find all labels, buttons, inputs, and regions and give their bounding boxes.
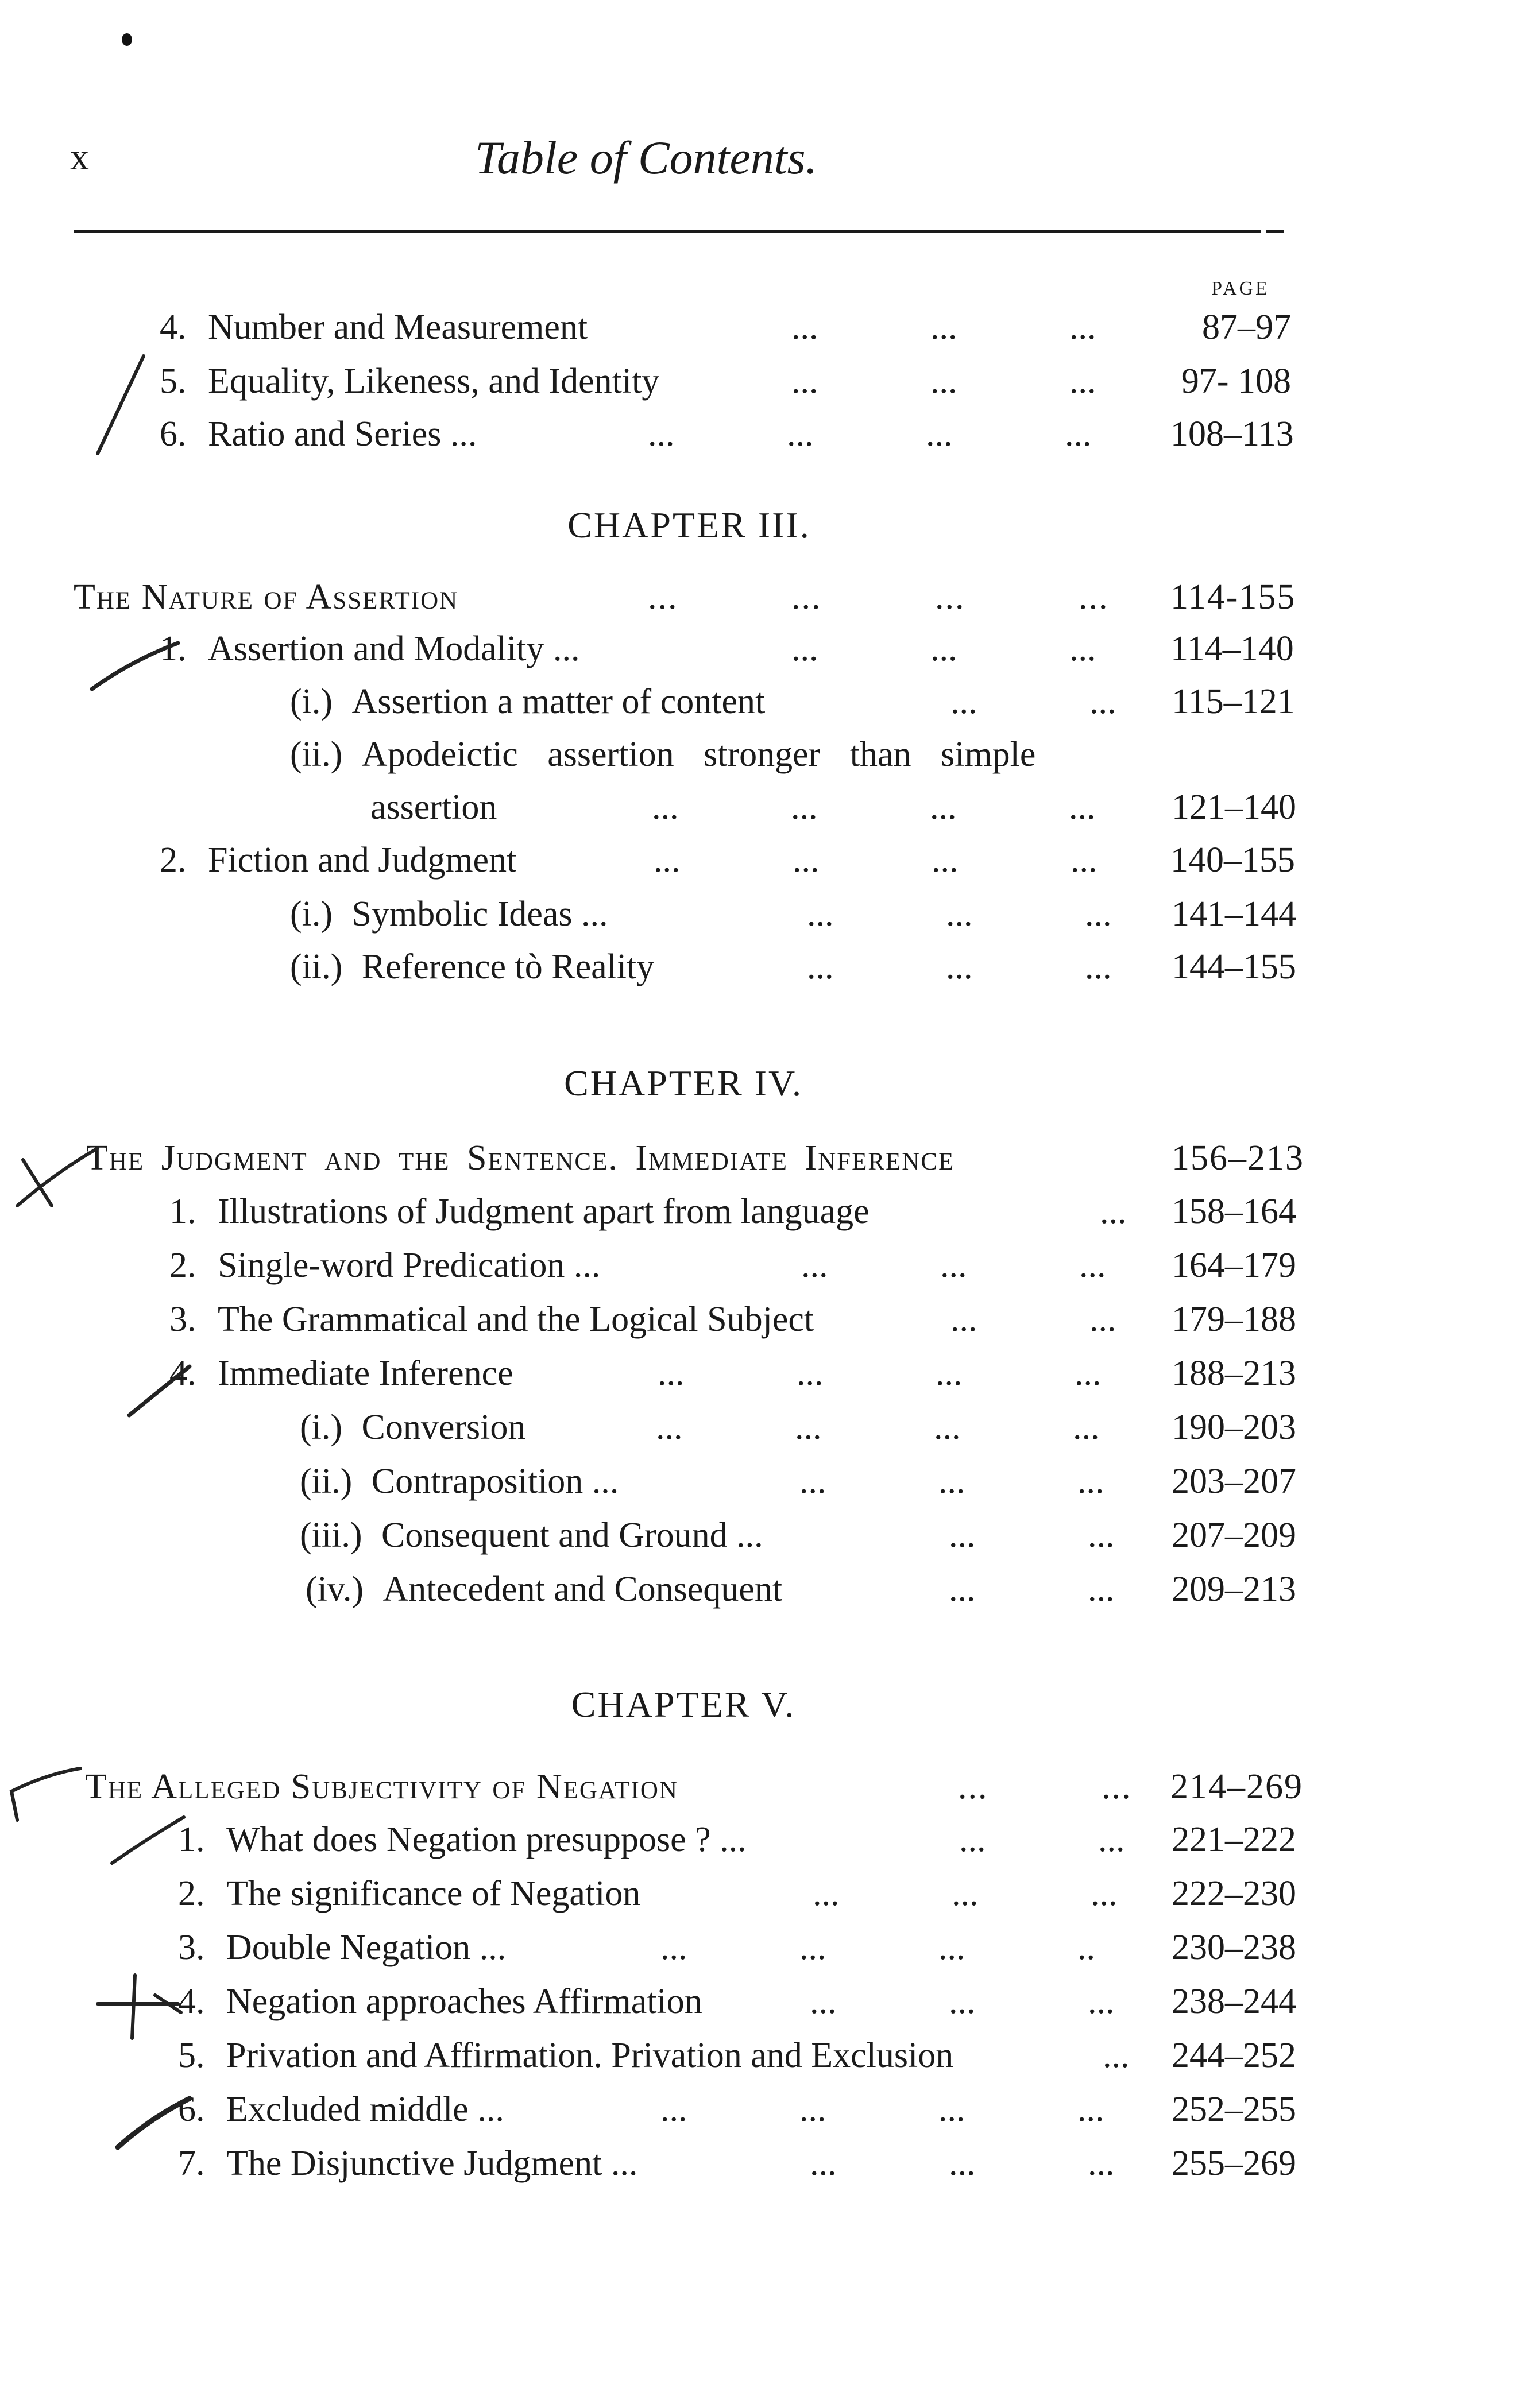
page-title: Table of Contents.: [474, 131, 818, 184]
leader-dots: ... ... ...: [807, 947, 1112, 986]
entry-title: Single-word Predication ...: [218, 1246, 601, 1285]
toc-entry: [169, 1349, 1312, 1397]
entry-title: The Nature of Assertion: [74, 578, 459, 617]
leader-dots: ... ...: [949, 1516, 1115, 1555]
entry-number: 6.: [160, 415, 187, 454]
entry-number: (ii.): [290, 735, 343, 774]
toc-subentry: [300, 1511, 1313, 1559]
leader-dots: ... ...: [950, 1300, 1116, 1339]
entry-number: (iii.): [300, 1516, 362, 1555]
entry-number: 5.: [178, 2036, 205, 2075]
entry-pages: 252–255: [1172, 2090, 1296, 2129]
entry-title: Excluded middle ...: [226, 2090, 504, 2129]
entry-title: Illustrations of Judgment apart from language: [218, 1192, 870, 1231]
toc-entry: [160, 625, 1308, 673]
chapter-heading: CHAPTER III.: [567, 505, 811, 545]
entry-title: Ratio and Series ...: [208, 415, 477, 454]
entry-number: 2.: [178, 1874, 205, 1913]
entry-title: Contraposition ...: [371, 1462, 619, 1501]
entry-pages: 203–207: [1172, 1462, 1296, 1501]
leader-dots: ... ... ...: [807, 895, 1112, 934]
entry-number: 1.: [160, 629, 187, 668]
entry-title: Assertion and Modality ...: [208, 629, 580, 668]
leader-dots: ...: [1103, 2036, 1130, 2075]
toc-entry: [178, 2031, 1314, 2080]
toc-entry: [160, 303, 1308, 351]
toc-entry: [169, 1187, 1312, 1236]
pencil-check-mark: [0, 1757, 86, 1826]
leader-dots: ... ...: [958, 1767, 1132, 1806]
entry-title: Symbolic Ideas ...: [351, 895, 608, 934]
entry-number: 1.: [169, 1192, 196, 1231]
entry-title: What does Negation presuppose ? ...: [226, 1820, 747, 1859]
entry-pages: 144–155: [1172, 947, 1296, 986]
entry-pages: 221–222: [1172, 1820, 1296, 1859]
rule-dash: [1266, 230, 1284, 233]
leader-dots: ... ... ... ...: [648, 578, 1109, 617]
entry-title: Equality, Likeness, and Identity: [208, 362, 660, 401]
entry-title: Apodeictic assertion stronger than simple: [361, 735, 1036, 774]
entry-pages: 190–203: [1172, 1408, 1296, 1447]
toc-entry: [178, 2085, 1314, 2134]
entry-pages: 87–97: [1202, 308, 1291, 347]
toc-subentry: [290, 678, 1312, 726]
entry-title: Double Negation ...: [226, 1928, 507, 1967]
pencil-plus-mark: [86, 1964, 190, 2044]
entry-title: The Disjunctive Judgment ...: [226, 2144, 638, 2183]
entry-title: Negation approaches Affirmation: [226, 1982, 702, 2021]
toc-subentry: [306, 1565, 1313, 1613]
entry-title: The Alleged Subjectivity of Negation: [85, 1767, 678, 1806]
leader-dots: ... ... ... ..: [660, 1928, 1095, 1967]
leader-dots: ... ... ... ...: [656, 1408, 1100, 1447]
toc-subentry-continued: [370, 783, 1312, 831]
entry-number: 6.: [178, 2090, 205, 2129]
pencil-tick-mark: [109, 2090, 195, 2153]
entry-title: Assertion a matter of content: [351, 682, 766, 721]
entry-pages: 230–238: [1172, 1928, 1296, 1967]
entry-title: Consequent and Ground ...: [381, 1516, 763, 1555]
leader-dots: ... ... ...: [799, 1462, 1104, 1501]
entry-pages: 158–164: [1172, 1192, 1296, 1231]
entry-title: Fiction and Judgment: [208, 841, 517, 880]
entry-number: 4.: [169, 1354, 196, 1393]
leader-dots: ... ... ... ...: [648, 415, 1092, 454]
entry-title: The Grammatical and the Logical Subject: [218, 1300, 814, 1339]
entry-number: (i.): [290, 682, 333, 721]
leader-dots: ... ... ...: [810, 1982, 1115, 2021]
header-rule: [74, 230, 1274, 233]
entry-pages: 238–244: [1172, 1982, 1296, 2021]
toc-entry: [178, 1977, 1314, 2026]
leader-dots: ... ... ... ...: [654, 841, 1098, 880]
leader-dots: ... ... ...: [791, 629, 1096, 668]
pencil-cross-mark: [6, 1137, 103, 1229]
chapter-title: [86, 1134, 1309, 1182]
leader-dots: ... ... ...: [813, 1874, 1118, 1913]
entry-title: Privation and Affirmation. Privation and Exclusion: [226, 2036, 954, 2075]
entry-number: 3.: [169, 1300, 196, 1339]
entry-title: Antecedent and Consequent: [382, 1570, 783, 1609]
entry-pages: 156–213: [1172, 1139, 1304, 1178]
leader-dots: ... ... ... ...: [652, 788, 1096, 827]
entry-number: 2.: [160, 841, 187, 880]
entry-number: 2.: [169, 1246, 196, 1285]
entry-title: assertion: [370, 788, 497, 827]
entry-pages: 214–269: [1170, 1767, 1303, 1806]
entry-number: 4.: [178, 1982, 205, 2021]
pencil-slash-mark: [86, 344, 155, 459]
entry-number: (i.): [300, 1408, 343, 1447]
toc-subentry: [290, 890, 1312, 938]
toc-entry: [178, 1923, 1314, 1972]
entry-number: 5.: [160, 362, 187, 401]
entry-pages: 244–252: [1172, 2036, 1296, 2075]
page-column-label: PAGE: [1211, 278, 1270, 299]
entry-number: (iv.): [306, 1570, 364, 1609]
entry-pages: 97- 108: [1181, 362, 1291, 401]
entry-pages: 121–140: [1172, 788, 1296, 827]
chapter-heading: CHAPTER IV.: [564, 1063, 803, 1104]
leader-dots: ... ...: [959, 1820, 1125, 1859]
toc-entry: [178, 1869, 1314, 1918]
entry-title: The significance of Negation: [226, 1874, 641, 1913]
toc-subentry: [300, 1403, 1313, 1451]
leader-dots: ... ... ...: [791, 362, 1096, 401]
pencil-tick-mark: [103, 1809, 190, 1872]
entry-pages: 140–155: [1170, 841, 1295, 880]
toc-entry: [160, 410, 1308, 458]
chapter-heading: CHAPTER V.: [571, 1684, 796, 1725]
entry-number: 1.: [178, 1820, 205, 1859]
leader-dots: ... ... ...: [810, 2144, 1115, 2183]
entry-pages: 108–113: [1170, 415, 1294, 454]
pencil-tick-mark: [121, 1361, 195, 1424]
entry-number: (i.): [290, 895, 333, 934]
entry-number: 4.: [160, 308, 187, 347]
pencil-tick-mark: [80, 632, 184, 700]
toc-entry: [160, 357, 1308, 405]
entry-pages: 255–269: [1172, 2144, 1296, 2183]
entry-pages: 209–213: [1172, 1570, 1296, 1609]
toc-subentry: [290, 943, 1312, 991]
entry-number: (ii.): [300, 1462, 353, 1501]
entry-title: Reference tò Reality: [361, 947, 655, 986]
toc-entry: [169, 1241, 1312, 1290]
entry-pages: 179–188: [1172, 1300, 1296, 1339]
entry-pages: 207–209: [1172, 1516, 1296, 1555]
leader-dots: ... ... ... ...: [658, 1354, 1102, 1393]
toc-subentry: [290, 730, 1312, 779]
entry-pages: 114-155: [1170, 578, 1296, 617]
entry-pages: 141–144: [1172, 895, 1296, 934]
leader-dots: ... ... ...: [801, 1246, 1106, 1285]
ink-dot: [122, 33, 132, 46]
toc-entry: [160, 836, 1308, 884]
entry-pages: 222–230: [1172, 1874, 1296, 1913]
leader-dots: ... ... ...: [791, 308, 1096, 347]
toc-subentry: [300, 1457, 1313, 1505]
page-number: x: [70, 136, 90, 178]
toc-entry: [178, 1815, 1314, 1864]
entry-pages: 164–179: [1172, 1246, 1296, 1285]
entry-number: 3.: [178, 1928, 205, 1967]
chapter-title: [85, 1763, 1314, 1811]
entry-pages: 114–140: [1170, 629, 1294, 668]
leader-dots: ... ... ... ...: [660, 2090, 1104, 2129]
entry-number: 7.: [178, 2144, 205, 2183]
leader-dots: ...: [1100, 1192, 1127, 1231]
toc-entry: [178, 2139, 1314, 2188]
leader-dots: ... ...: [950, 682, 1116, 721]
entry-pages: 188–213: [1172, 1354, 1296, 1393]
leader-dots: ... ...: [949, 1570, 1115, 1609]
entry-pages: 115–121: [1172, 682, 1295, 721]
toc-entry: [169, 1295, 1312, 1344]
entry-title: Conversion: [361, 1408, 526, 1447]
entry-title: Immediate Inference: [218, 1354, 513, 1393]
chapter-title: [74, 573, 1308, 621]
entry-title: Number and Measurement: [208, 308, 588, 347]
entry-title: The Judgment and the Sentence. Immediate Inference: [86, 1139, 955, 1178]
entry-number: (ii.): [290, 947, 343, 986]
page-header: [0, 131, 1538, 194]
